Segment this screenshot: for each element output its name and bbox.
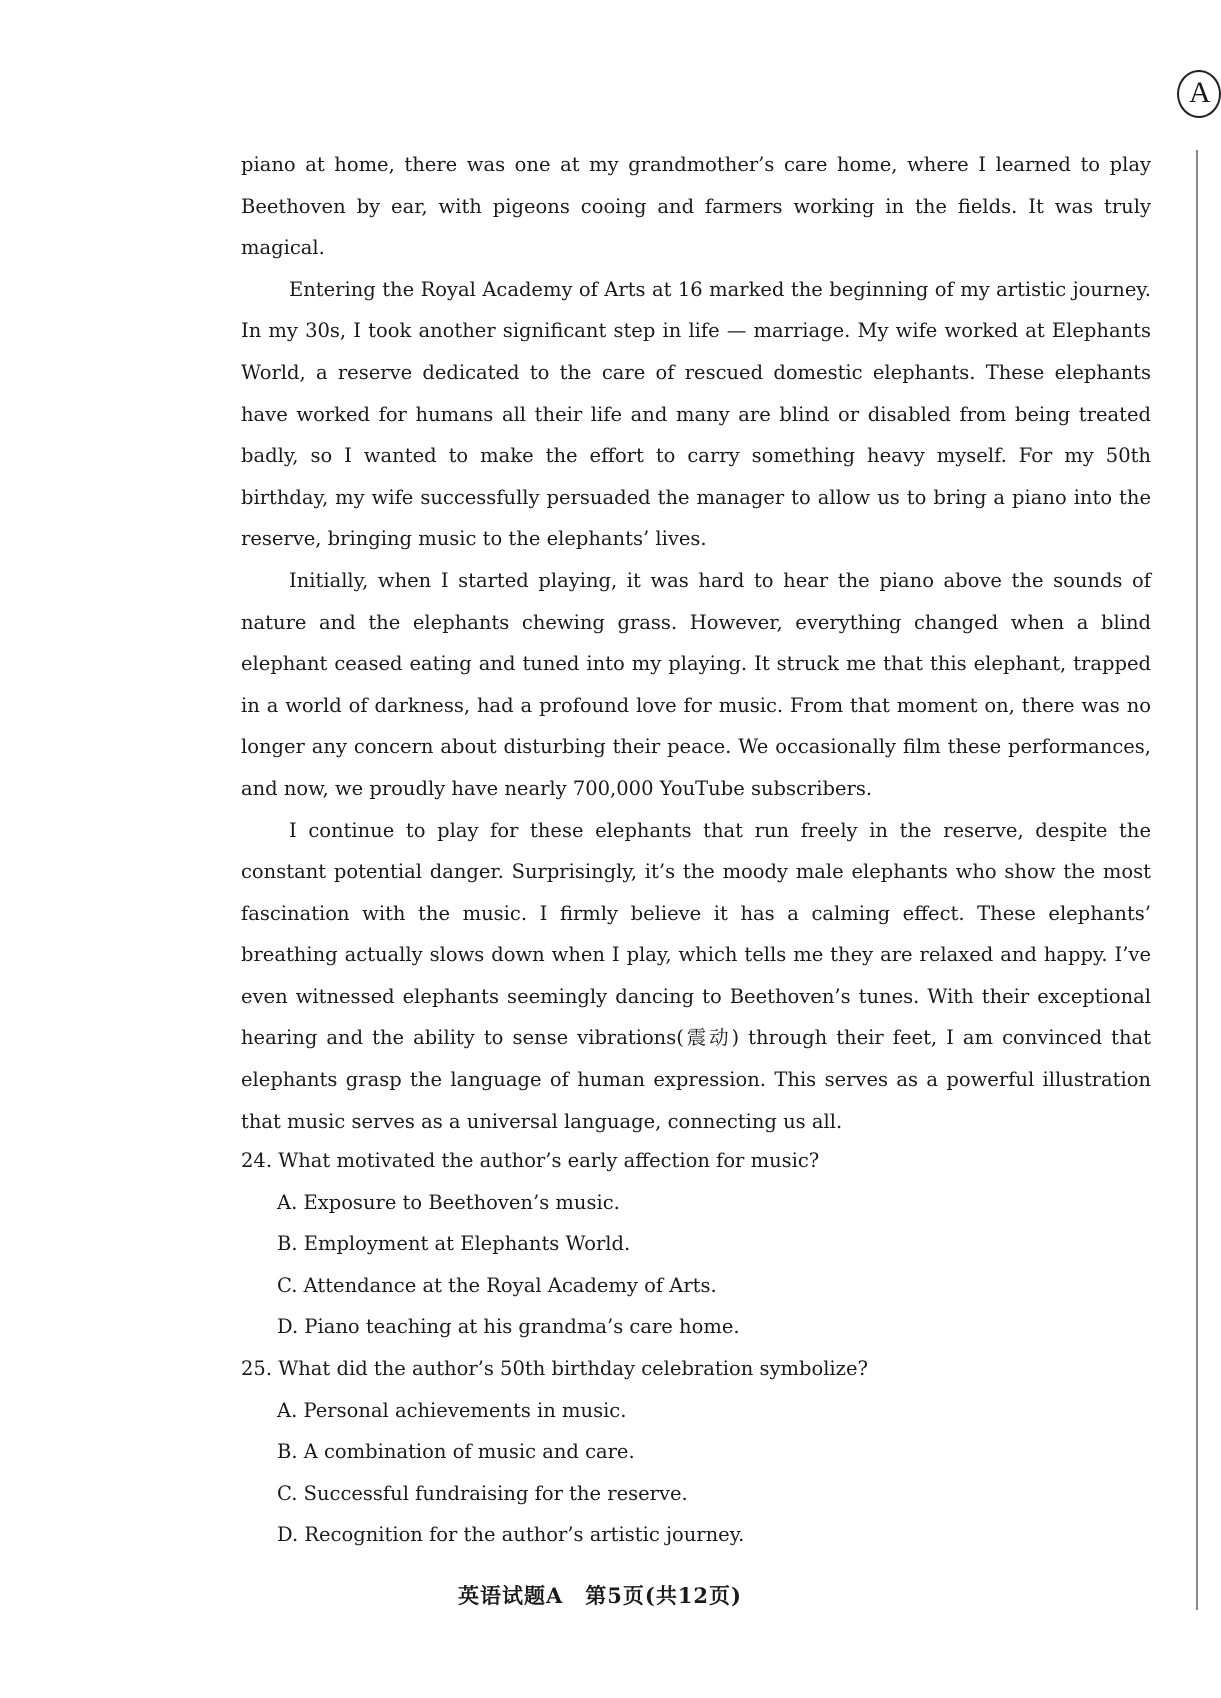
paragraph-1: piano at home, there was one at my grandmother’s care home, where I learned to play Beethoven by ear, with pigeons cooing and farmers working in the fields. It was truly magical. — [241, 153, 1151, 260]
margin-rule — [1196, 150, 1198, 1610]
question-stem: 25. What did the author’s 50th birthday celebration symbolize? — [241, 1356, 868, 1380]
paragraph-4: I continue to play for these elephants that run freely in the reserve, despite the constant potential danger. Surprisingly, it’s the moody male elephants who show the most fascination with the music. I firmly believe it has a calming effect. These elephants’ breathing actually slows down when I play, which tells me they are relaxed and happy. I’ve even witnessed elephants seemingly dancing to Beethoven’s tunes. With their exceptional hearing and the ability to sense vibrations(震动) through their feet, I am convinced that elephants grasp the language of human expression. This serves as a powerful illustration that music serves as a universal language, connecting us all. — [241, 818, 1151, 1133]
question-24 — [241, 1140, 1151, 1348]
question-25 — [241, 1348, 1151, 1556]
reading-passage — [241, 144, 1151, 1142]
corner-version-mark: A — [1177, 70, 1221, 118]
page-footer: 英语试题A 第5页(共12页) — [457, 1583, 742, 1608]
paragraph-2: Entering the Royal Academy of Arts at 16 marked the beginning of my artistic journey. In my 30s, I took another significant step in life — marriage. My wife worked at Elephants World, a reserve dedicated to the care of rescued domestic elephants. These elephants have worked for humans all their life and many are blind or disabled from being treated badly, so I wanted to make the effort to carry something heavy myself. For my 50th birthday, my wife successfully persuaded the manager to allow us to bring a piano into the reserve, bringing music to the elephants’ lives. — [241, 277, 1151, 551]
question-stem: 24. What motivated the author’s early affection for music? — [241, 1149, 820, 1172]
option-c: C. Attendance at the Royal Academy of Arts. — [277, 1273, 717, 1297]
option-c: C. Successful fundraising for the reserve. — [277, 1481, 688, 1505]
option-d: D. Piano teaching at his grandma’s care home. — [277, 1315, 740, 1339]
option-d: D. Recognition for the author’s artistic journey. — [277, 1523, 745, 1547]
option-a: A. Personal achievements in music. — [277, 1398, 627, 1422]
option-a: A. Exposure to Beethoven’s music. — [277, 1190, 620, 1214]
option-b: B. Employment at Elephants World. — [277, 1232, 631, 1256]
paragraph-3: Initially, when I started playing, it was hard to hear the piano above the sounds of nature and the elephants chewing grass. However, everything changed when a blind elephant ceased eating and tuned into my playing. It struck me that this elephant, trapped in a world of darkness, had a profound love for music. From that moment on, there was no longer any concern about disturbing their peace. We occasionally film these performances, and now, we proudly have nearly 700,000 YouTube subscribers. — [241, 568, 1151, 800]
option-b: B. A combination of music and care. — [277, 1440, 635, 1464]
question-list — [241, 1140, 1151, 1556]
